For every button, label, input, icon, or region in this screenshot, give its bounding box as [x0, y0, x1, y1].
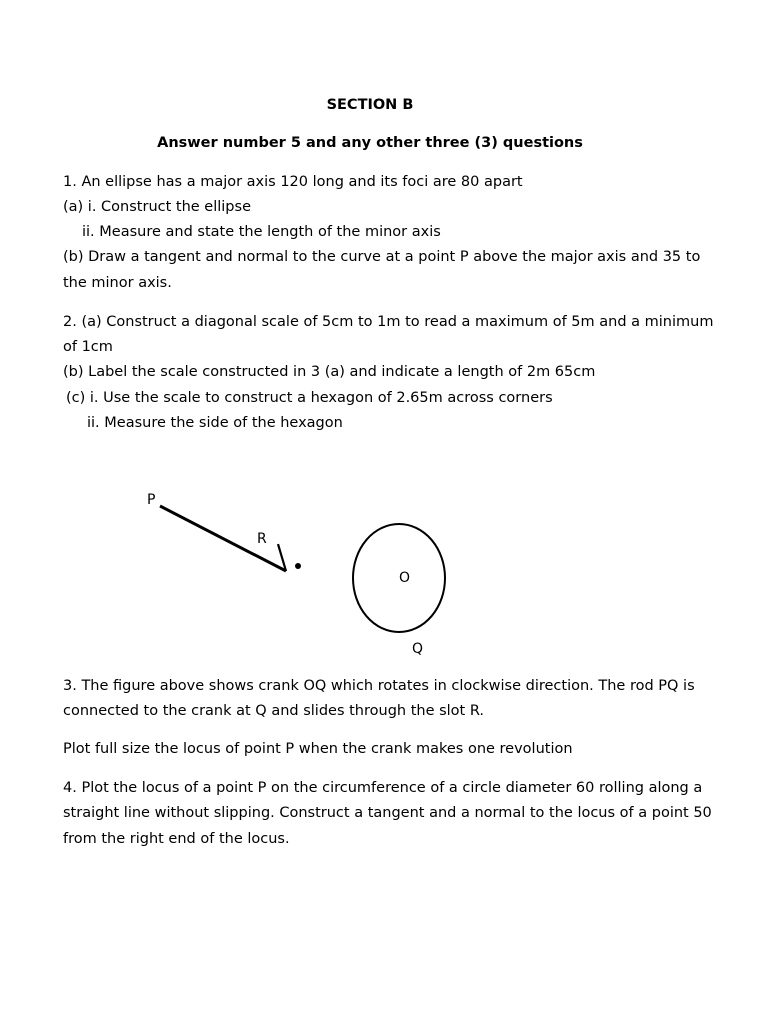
q1-part-a-i: (a) i. Construct the ellipse [63, 199, 251, 215]
q2-part-b: (b) Label the scale constructed in 3 (a) and indicate a length of 2m 65cm [63, 364, 596, 380]
q3-line2: connected to the crank at Q and slides through the slot R. [63, 703, 485, 719]
q1-part-a-ii: ii. Measure and state the length of the minor axis [82, 224, 441, 240]
pivot-point [295, 563, 301, 569]
section-title: SECTION B [326, 97, 414, 113]
section-instruction: Answer number 5 and any other three (3) questions [157, 135, 583, 151]
figure-label-p: P [147, 492, 156, 508]
q3-line1: 3. The figure above shows crank OQ which rotates in clockwise direction. The rod PQ is [63, 678, 695, 694]
q1-part-b-line2: the minor axis. [63, 275, 172, 291]
figure-label-r: R [257, 531, 267, 547]
crank-mechanism-figure [140, 485, 470, 660]
figure-label-o: O [399, 570, 411, 586]
figure-label-q: Q [412, 641, 424, 657]
q2-part-c-i: (c) i. Use the scale to construct a hexagon of 2.65m across corners [66, 390, 553, 406]
q2-part-a-line1: 2. (a) Construct a diagonal scale of 5cm to 1m to read a maximum of 5m and a minimum [63, 314, 714, 330]
q4-line1: 4. Plot the locus of a point P on the circumference of a circle diameter 60 rolling along a [63, 780, 703, 796]
rod-pq [160, 506, 286, 571]
q1-stem: 1. An ellipse has a major axis 120 long and its foci are 80 apart [63, 174, 523, 190]
q1-part-b-line1: (b) Draw a tangent and normal to the curve at a point P above the major axis and 35 to [63, 249, 701, 265]
q4-line3: from the right end of the locus. [63, 831, 290, 847]
q3-line3: Plot full size the locus of point P when the crank makes one revolution [63, 741, 573, 757]
q4-line2: straight line without slipping. Construct a tangent and a normal to the locus of a point 50 [63, 805, 712, 821]
q2-part-a-line2: of 1cm [63, 339, 113, 355]
q2-part-c-ii: ii. Measure the side of the hexagon [87, 415, 343, 431]
